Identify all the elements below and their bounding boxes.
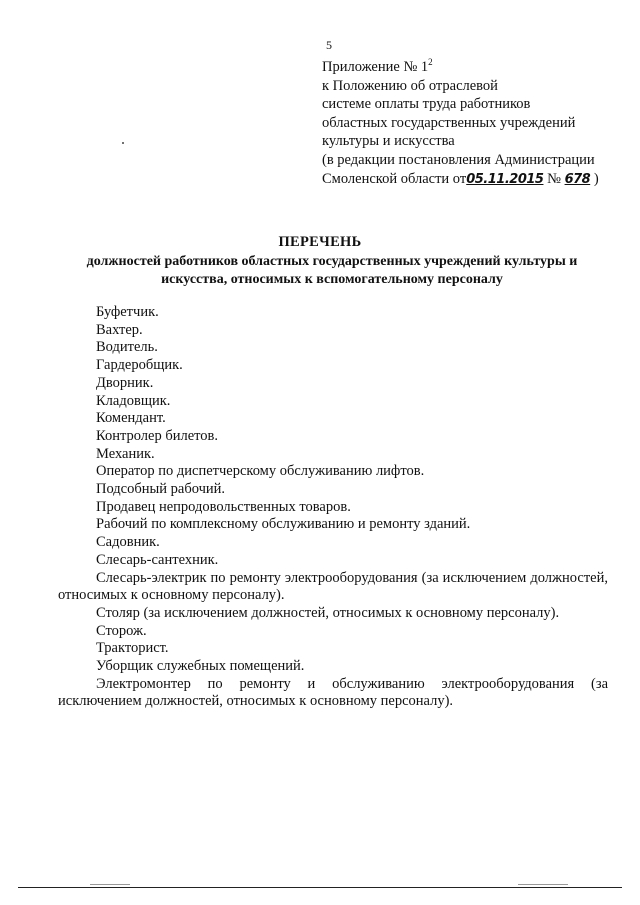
list-item: Буфетчик. [96,304,159,320]
list-item: Контролер билетов. [96,427,219,444]
list-item: Слесарь-сантехник. [96,551,219,568]
list-item: Электромонтер по ремонту и обслуживанию электрооборудования (за исключением должностей, относимых к основному персоналу). [58,675,608,710]
appendix-line: областных государственных учреждений [322,114,576,131]
page-bottom-rule [18,887,622,888]
handwritten-number: 678 [564,171,591,187]
appendix-resolution-line [322,170,622,190]
list-item: Гардеробщик. [96,357,183,374]
list-item: Вахтер. [96,321,143,338]
list-item: Водитель. [96,339,158,356]
list-item: Рабочий по комплексному обслуживанию и ремонту зданий. [96,516,471,533]
list-item: Столяр (за исключением должностей, относимых к основному персоналу). [96,604,560,621]
appendix-title [322,58,622,77]
list-item: Оператор по диспетчерскому обслуживанию лифтов. [96,463,425,480]
list-item: Уборщик служебных помещений. [96,658,305,675]
handwritten-date: 05.11.2015 [466,171,544,187]
scan-dot [122,142,124,144]
appendix-closing: ) [590,170,599,187]
page-subtitle: должностей работников областных государственных учреждений культуры и искусства, относимых к вспомогательному персоналу [86,254,578,287]
list-item: Механик. [96,445,155,462]
list-item: Тракторист. [96,640,169,657]
appendix-title-superscript: 2 [428,57,433,67]
appendix-line: (в редакции постановления Администрации [322,151,595,168]
list-item: Сторож. [96,622,147,639]
appendix-title-text: Приложение № 1 [322,59,429,75]
appendix-line-prefix: Смоленской области от [322,170,467,187]
list-item: Подсобный рабочий. [96,481,226,498]
number-prefix: № [543,170,565,187]
list-item: Кладовщик. [96,392,171,409]
scan-artifact-line [518,884,568,885]
list-item: Садовник. [96,534,160,551]
appendix-header [322,58,622,189]
page-title: ПЕРЕЧЕНЬ [278,234,362,250]
appendix-line: к Положению об отраслевой [322,77,498,94]
list-item: Дворник. [96,374,154,391]
list-item: Слесарь-электрик по ремонту электрооборудования (за исключением должностей, относимых к основному персоналу). [58,569,608,604]
scan-artifact-line [90,884,130,885]
page-number: 5 [326,38,332,52]
appendix-line: системе оплаты труда работников [322,96,531,113]
positions-list [58,304,608,711]
list-item: Продавец непродовольственных товаров. [96,498,351,515]
appendix-line: культуры и искусства [322,133,455,150]
list-item: Комендант. [96,410,166,427]
